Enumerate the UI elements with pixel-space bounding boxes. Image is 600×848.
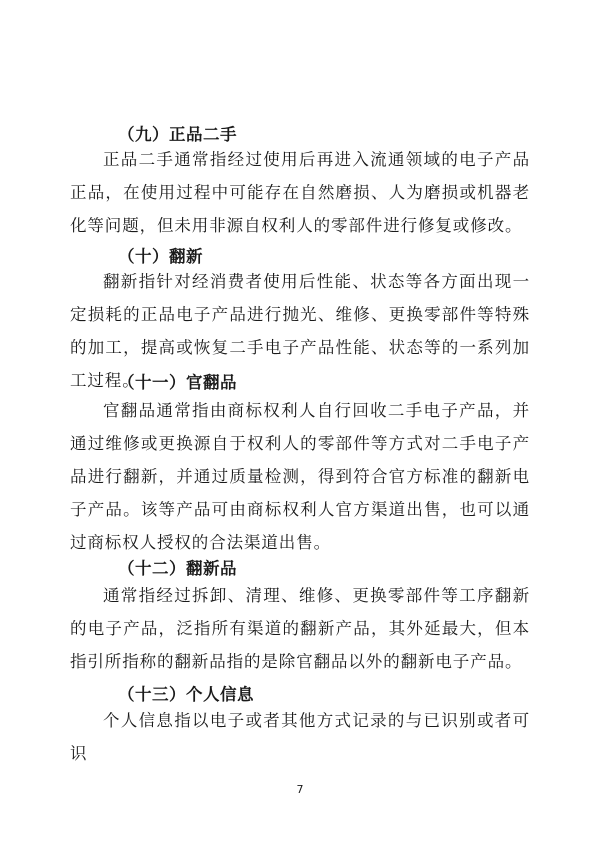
section-heading-9: （九）正品二手 — [118, 125, 237, 144]
section-heading-10: （十）翻新 — [118, 247, 203, 266]
section-heading-11: （十一）官翻品 — [118, 373, 237, 392]
page-number: 7 — [296, 783, 304, 796]
section-heading-12: （十二）翻新品 — [118, 559, 237, 578]
section-body-13: 个人信息指以电子或者其他方式记录的与已识别或者可识 — [70, 711, 530, 763]
section-heading-13: （十三）个人信息 — [118, 685, 254, 704]
section-body-11: 官翻品通常指由商标权利人自行回收二手电子产品，并通过维修或更换源自于权利人的零部件等方式对二手电子产品进行翻新，并通过质量检测，得到符合官方标准的翻新电子产品。该等产品可由商标权利人官方渠道出售，也可以通过商标权人授权的合法渠道出售。 — [70, 401, 530, 552]
section-body-12: 通常指经过拆卸、清理、维修、更换零部件等工序翻新的电子产品，泛指所有渠道的翻新产品，其外延最大，但本指引所指称的翻新品指的是除官翻品以外的翻新电子产品。 — [70, 586, 530, 671]
section-body-9: 正品二手通常指经过使用后再进入流通领域的电子产品正品，在使用过程中可能存在自然磨损、人为磨损或机器老化等问题，但未用非源自权利人的零部件进行修复或修改。 — [70, 150, 530, 235]
section-body-10: 翻新指针对经消费者使用后性能、状态等各方面出现一定损耗的正品电子产品进行抛光、维修、更换零部件等特殊的加工，提高或恢复二手电子产品性能、状态等的一系列加工过程。 — [70, 272, 530, 390]
